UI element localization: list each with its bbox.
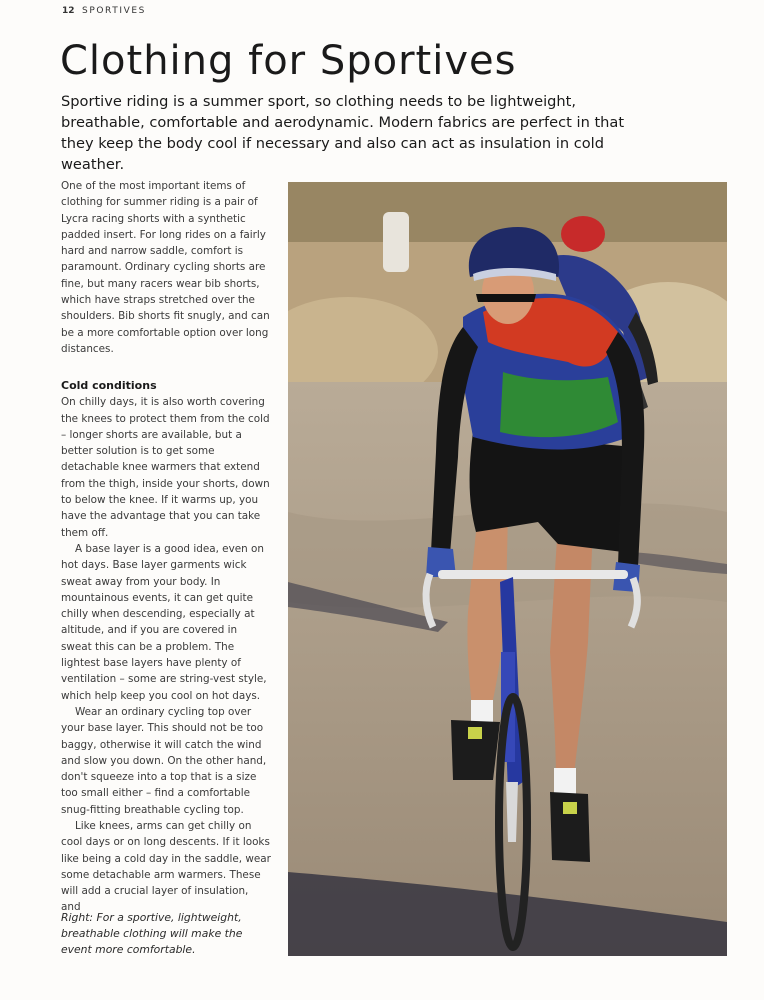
intro-paragraph: Sportive riding is a summer sport, so clothing needs to be lightweight, breathable, comfortable and aerodynamic. Modern fabrics are perfect in that they keep the body cool if necessary and also can act as insulation in cold weather. bbox=[61, 93, 625, 173]
section-name: SPORTIVES bbox=[82, 6, 146, 16]
body-paragraph: One of the most important items of clothing for summer riding is a pair of Lycra racing shorts with a synthetic padded insert. For long rides on a fairly hard and narrow saddle, comfort is paramount. Ordinary cycling shorts are fine, but many racers wear bib shorts, which have straps stretched over the shoulders. Bib shorts fit snugly, and can be a more comfortable option over long distances. bbox=[61, 180, 270, 355]
body-paragraph: Like knees, arms can get chilly on cool days or on long descents. If it looks like being a cold day in the saddle, wear some detachable arm warmers. These will add a crucial layer of insulation, and bbox=[61, 819, 271, 914]
body-paragraph: A base layer is a good idea, even on hot days. Base layer garments wick sweat away from your body. In mountainous events, it can get quite chilly when descending, especially at altitude, and if you are covered in sweat this can be a problem. The lightest base layers have plenty of ventilation – some are string-vest style, which help keep you cool on hot days. bbox=[61, 542, 267, 702]
body-paragraph: Wear an ordinary cycling top over your base layer. This should not be too baggy, otherwise it will catch the wind and slow you down. On the other hand, don't squeeze into a top that is a size too small either – find a comfortable snug-fitting breathable cycling top. bbox=[61, 705, 267, 816]
body-column bbox=[61, 178, 271, 916]
page-title: Clothing for Sportives bbox=[60, 38, 517, 84]
running-head bbox=[62, 6, 146, 16]
subheading: Cold conditions bbox=[61, 379, 157, 393]
page-number: 12 bbox=[62, 6, 75, 16]
photo-caption: Right: For a sportive, lightweight, breathable clothing will make the event more comfortable. bbox=[61, 911, 243, 956]
cyclist-photo bbox=[288, 182, 727, 956]
body-paragraph: On chilly days, it is also worth covering the knees to protect them from the cold – longer shorts are available, but a better solution is to get some detachable knee warmers that extend from the thigh, inside your shorts, down to below the knee. If it warms up, you have the advantage that you can take them off. bbox=[61, 396, 270, 539]
